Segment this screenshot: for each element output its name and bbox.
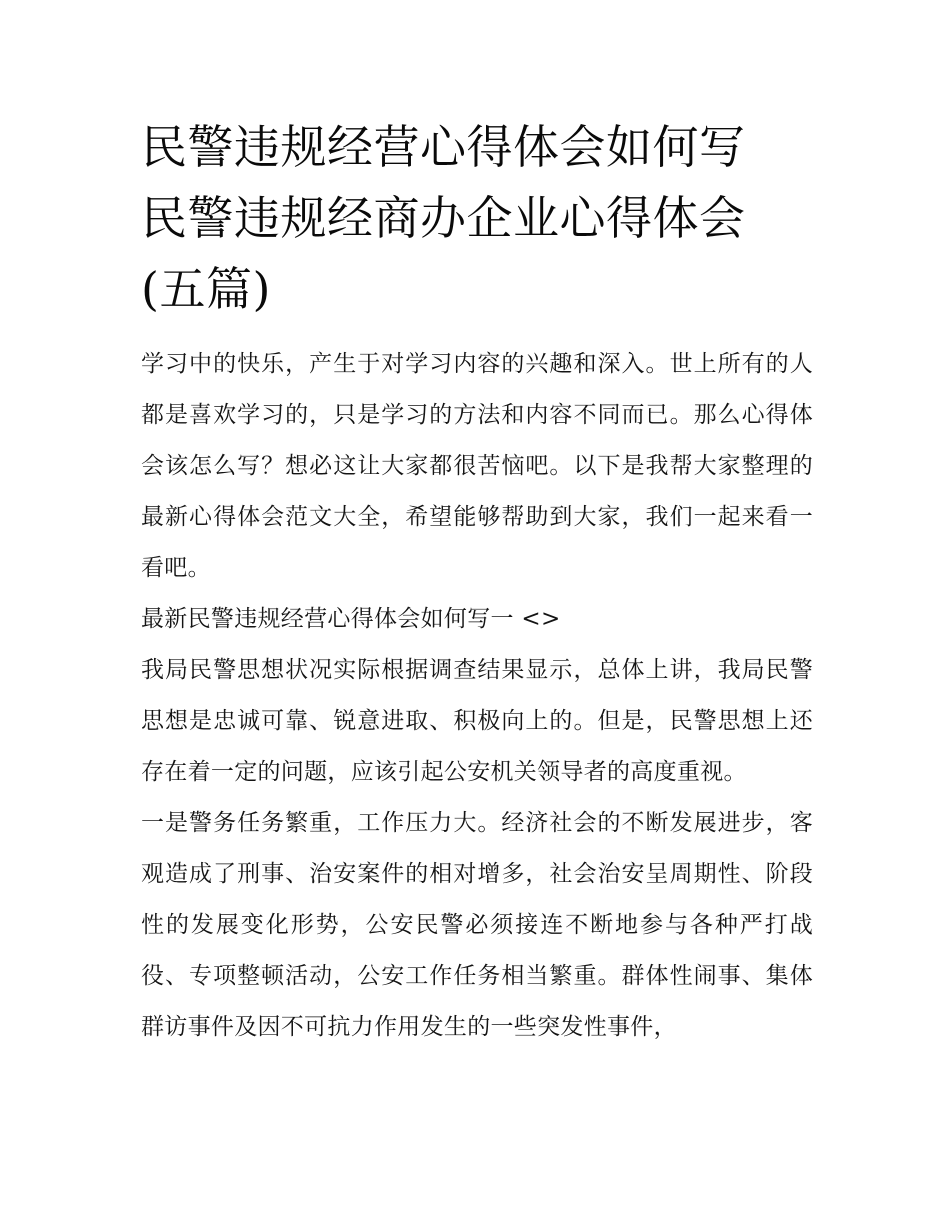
body-paragraph: 我局民警思想状况实际根据调查结果显示，总体上讲，我局民警思想是忠诚可靠、锐意进取、积极向上的。但是，民警思想上还存在着一定的问题，应该引起公安机关领导者的高度重视。 — [141, 657, 813, 785]
intro-paragraph: 学习中的快乐，产生于对学习内容的兴趣和深入。世上所有的人都是喜欢学习的，只是学习的方法和内容不同而已。那么心得体会该怎么写？想必这让大家都很苦恼吧。以下是我帮大家整理的最新心得体会范文大全，希望能够帮助到大家，我们一起来看一看吧。 — [141, 351, 813, 581]
body-paragraph: 一是警务任务繁重，工作压力大。经济社会的不断发展进步，客观造成了刑事、治安案件的相对增多，社会治安呈周期性、阶段性的发展变化形势，公安民警必须接连不断地参与各种严打战役、专项整顿活动，公安工作任务相当繁重。群体性闹事、集体群访事件及因不可抗力作用发生的一些突发性事件， — [141, 810, 813, 1040]
title-line: (五篇) — [141, 262, 271, 316]
document-body — [141, 339, 813, 1053]
title-line: 民警违规经营心得体会如何写 — [141, 120, 746, 174]
section-heading: 最新民警违规经营心得体会如何写一 <> — [141, 606, 561, 632]
document-title — [141, 112, 813, 325]
document-content — [141, 112, 813, 1053]
title-line: 民警违规经商办企业心得体会 — [141, 191, 746, 245]
